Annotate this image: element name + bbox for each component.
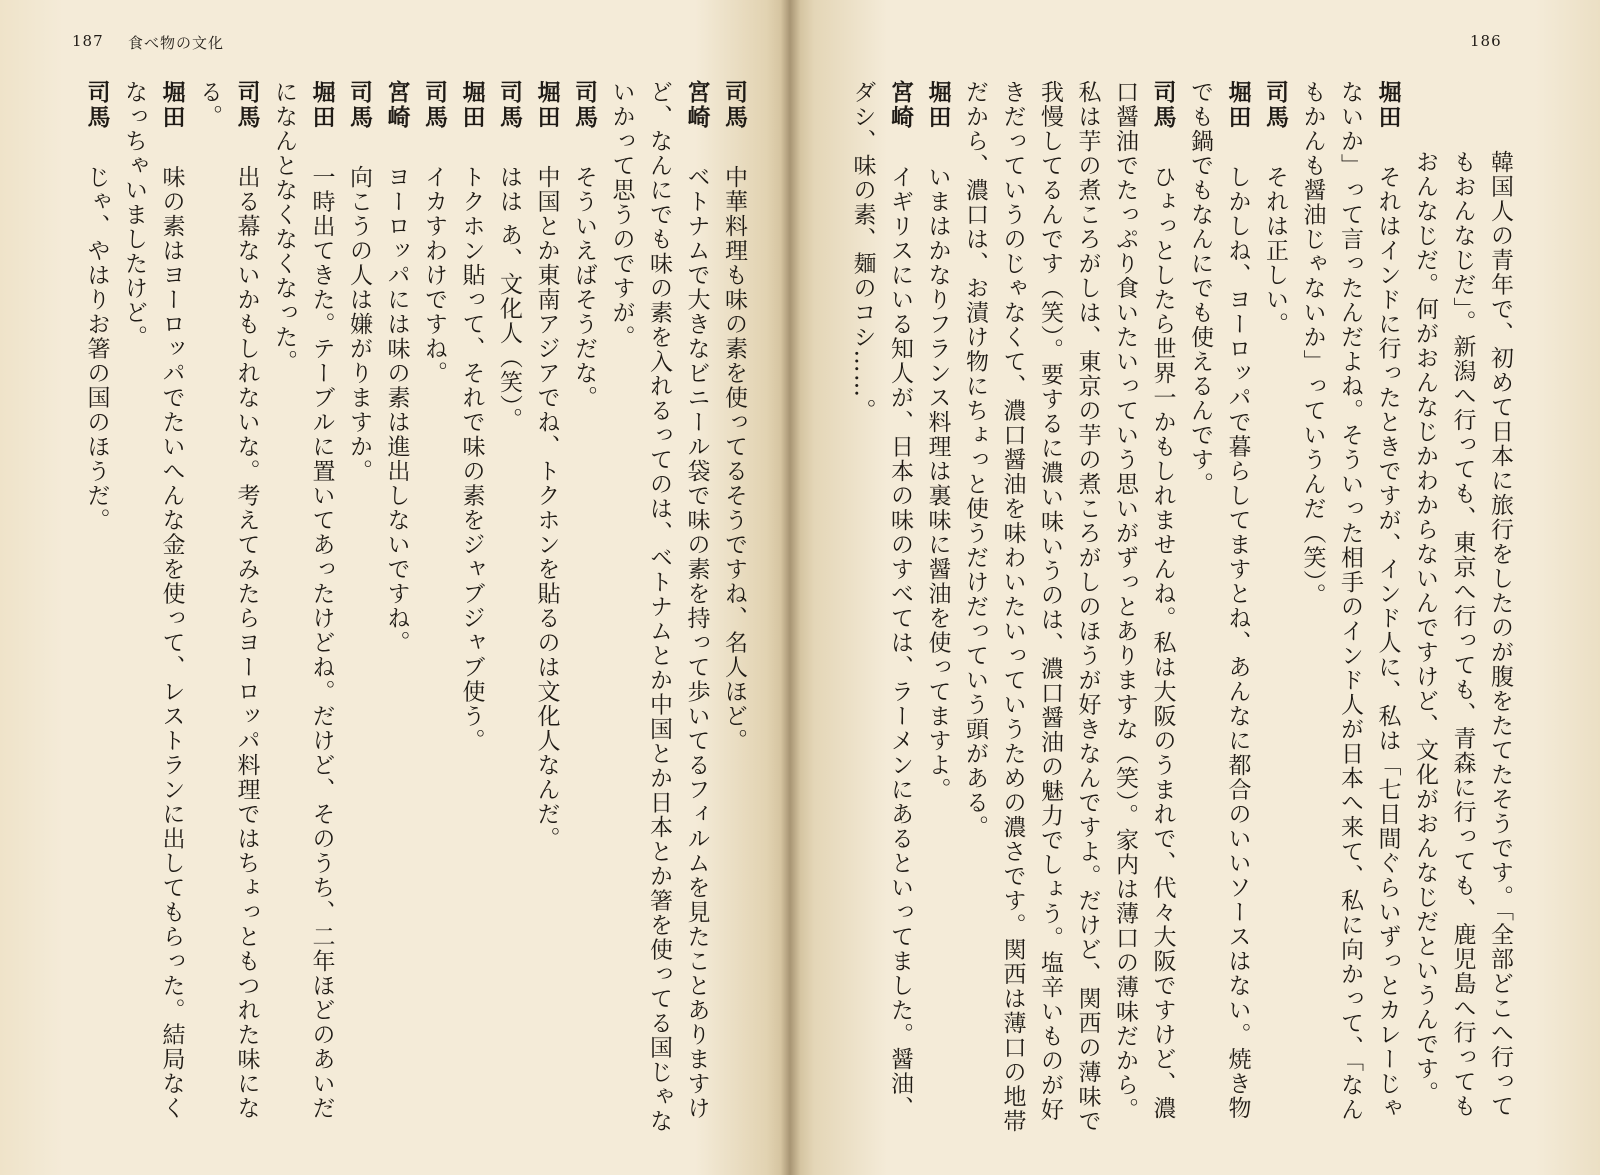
speaker-name: 堀田 bbox=[458, 80, 485, 130]
speech-text: ベトナムで大きなビニール袋で味の素を持って歩いてるフィルムを見たことありますけど、なんにでも味の素を入れるってのは、ベトナムとか中国とか日本とか箸を使ってる国じゃないかって思うのですが。 bbox=[608, 80, 710, 1134]
dialogue-entry bbox=[490, 80, 528, 1140]
speaker-name: 司馬 bbox=[1262, 80, 1288, 130]
dialogue-entry bbox=[77, 80, 115, 1140]
speech-text: ひょっとしたら世界一かもしれませんね。私は大阪のうまれで、代々大阪ですけど、濃口醤油でたっぷり食いたいっていう思いがずっとありますな（笑）。家内は薄口の薄味だから。私は芋の煮ころがしは、東京の芋の煮ころがしのほうが好きなんですよ。だけど、関西の薄味で我慢してるんです（笑）。要するに濃い味いうのは、濃口醤油の魅力でしょう。塩辛いものが好きだっていうのじゃなくて、濃口醤油を味わいたいっていうための濃さです。関西は薄口の地帯だから、濃口は、お漬け物にちょっと使うだけだっていう頭がある。 bbox=[962, 80, 1176, 1134]
speech-text: ヨーロッパには味の素は進出しないですね。 bbox=[383, 164, 410, 655]
left-dialogue bbox=[52, 80, 752, 1140]
dialogue-entry bbox=[190, 80, 265, 1140]
left-page bbox=[0, 0, 790, 1175]
dialogue-entry bbox=[715, 80, 753, 1140]
dialogue-entry bbox=[565, 80, 603, 1140]
speaker-name: 堀田 bbox=[1374, 80, 1401, 130]
dialogue-entry bbox=[415, 80, 453, 1140]
speaker-name: 司馬 bbox=[83, 80, 110, 130]
speaker-name: 堀田 bbox=[158, 80, 185, 130]
speaker-name: 司馬 bbox=[1149, 80, 1176, 130]
page-number-right: 186 bbox=[1470, 32, 1502, 50]
dialogue-entry bbox=[956, 80, 1181, 1140]
speech-text: 中国とか東南アジアでね、トクホンを貼るのは文化人なんだ。 bbox=[533, 164, 560, 851]
dialogue-entry bbox=[452, 80, 490, 1140]
speaker-name: 司馬 bbox=[721, 80, 747, 130]
speaker-name: 堀田 bbox=[1224, 80, 1251, 130]
continuation-paragraph: 韓国人の青年で、初めて日本に旅行をしたのが腹をたてたそうです。「全部どこへ行ってもおんなじだ」。新潟へ行っても、東京へ行っても、青森に行っても、鹿児島へ行ってもおんなじだ。何がおんなじかわからないんですけど、文化がおんなじだというんです。 bbox=[1412, 150, 1513, 1119]
speech-text: 一時出てきた。テーブルに置いてあったけどね。だけど、そのうち、二年ほどのあいだになんとなくなくなった。 bbox=[271, 80, 335, 1121]
speaker-name: 司馬 bbox=[496, 80, 522, 130]
speech-text: いまはかなりフランス料理は裏味に醤油を使ってますよ。 bbox=[924, 164, 951, 802]
dialogue-entry bbox=[918, 80, 956, 1140]
speech-text: はは あ、文化人（笑）。 bbox=[496, 164, 522, 432]
dialogue-entry bbox=[843, 80, 918, 1140]
speech-text: そういえばそうだな。 bbox=[571, 164, 597, 410]
dialogue-entry bbox=[602, 80, 715, 1140]
speech-text: じゃ、やはりお箸の国のほうだ。 bbox=[83, 164, 110, 533]
page-number-left: 187 bbox=[72, 32, 104, 50]
right-dialogue bbox=[828, 80, 1518, 1140]
speech-text: イギリスにいる知人が、日本の味のすべては、ラーメンにあるといってました。醤油、ダシ、味の素、麺のコシ……。 bbox=[849, 80, 913, 1121]
speaker-name: 宮崎 bbox=[683, 80, 710, 130]
speaker-name: 堀田 bbox=[308, 80, 335, 130]
dialogue-entry bbox=[265, 80, 340, 1140]
dialogue-entry bbox=[1293, 80, 1406, 1140]
dialogue-entry bbox=[1181, 80, 1256, 1140]
dialogue-entry bbox=[115, 80, 190, 1140]
speech-text: 味の素はヨーロッパでたいへんな金を使って、レストランに出してもらった。結局なくなっちゃいましたけど。 bbox=[121, 80, 185, 1121]
speaker-name: 宮崎 bbox=[383, 80, 410, 130]
speaker-name: 宮崎 bbox=[887, 80, 913, 130]
speech-text: 中華料理も味の素を使ってるそうですね、名人ほど。 bbox=[721, 164, 747, 753]
dialogue-entry bbox=[340, 80, 378, 1140]
dialogue-entry bbox=[377, 80, 415, 1140]
running-title: 食べ物の文化 bbox=[128, 34, 225, 52]
dialogue-entry bbox=[1256, 80, 1294, 1140]
speaker-name: 司馬 bbox=[421, 80, 447, 130]
book-gutter bbox=[780, 0, 800, 1175]
speaker-name: 司馬 bbox=[571, 80, 597, 130]
speaker-name: 司馬 bbox=[233, 80, 260, 130]
speech-text: 出る幕ないかもしれないな。考えてみたらヨーロッパ料理ではちょっともつれた味になる。 bbox=[196, 80, 260, 1121]
speech-text: イカすわけですね。 bbox=[421, 164, 447, 386]
speaker-name: 司馬 bbox=[346, 80, 372, 130]
speech-text: 向こうの人は嫌がりますか。 bbox=[346, 164, 372, 484]
speech-text: それはインドに行ったときですが、インド人に、私は「七日間ぐらいずっとカレーじゃないか」って言ったんだよね。そういった相手のインド人が日本へ来て、私に向かって、「なんもかんも醤油じゃないか」っていうんだ（笑）。 bbox=[1299, 80, 1401, 1122]
speaker-name: 堀田 bbox=[924, 80, 951, 130]
speech-text: それは正しい。 bbox=[1262, 164, 1288, 337]
speech-text: トクホン貼って、それで味の素をジャブジャブ使う。 bbox=[458, 164, 485, 753]
speech-text: しかしね、ヨーロッパで暮らしてますとね、あんなに都合のいいソースはない。焼き物でも鍋でもなんにでも使えるんです。 bbox=[1187, 80, 1251, 1121]
speaker-name: 堀田 bbox=[533, 80, 560, 130]
dialogue-entry bbox=[527, 80, 565, 1140]
